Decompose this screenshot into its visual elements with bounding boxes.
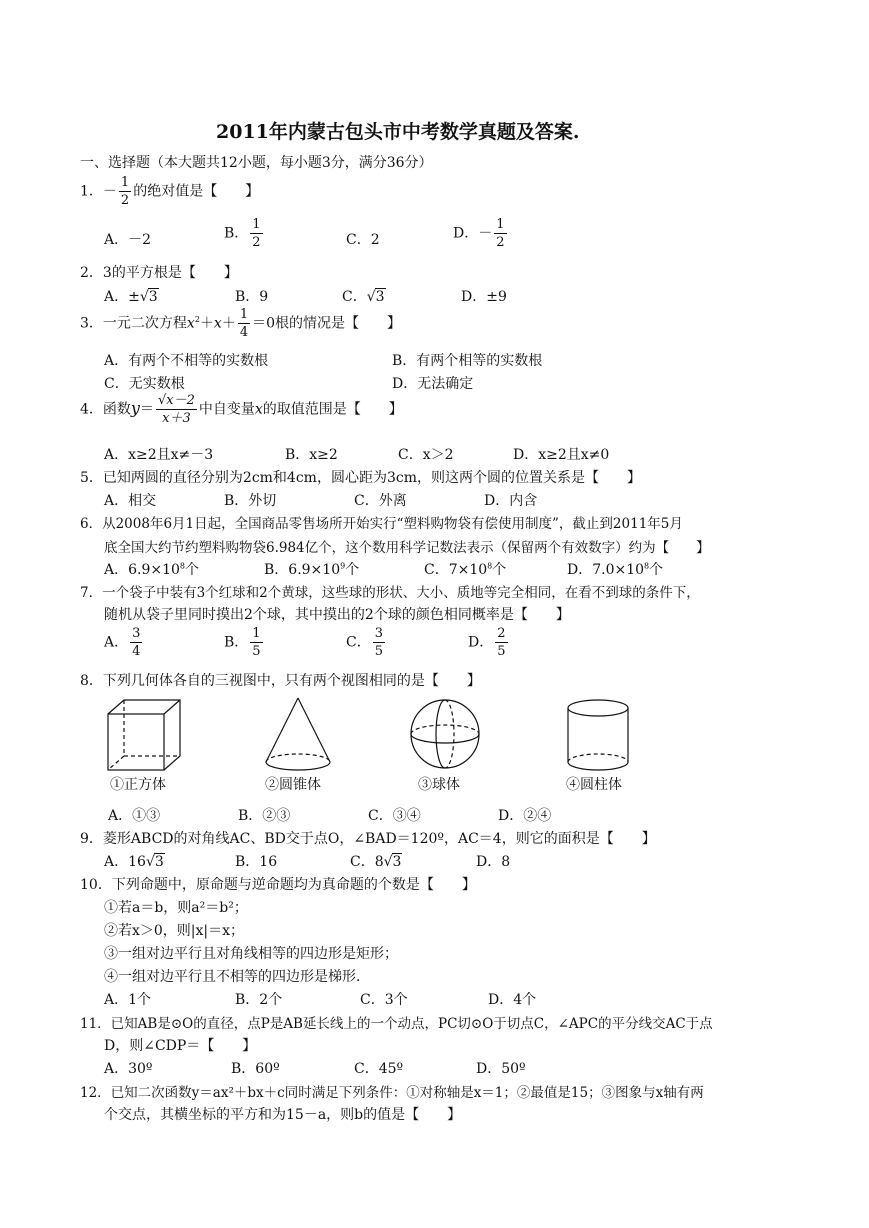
q1-d-fraction — [494, 218, 506, 249]
q1-b-den: 2 — [252, 235, 261, 250]
q6-c-text: C．7×10 — [424, 562, 488, 578]
q9-c-sqrt: √3 — [383, 854, 402, 870]
q4-var-y: y — [130, 398, 140, 418]
q1-fraction — [119, 176, 131, 207]
question-11-line-2: D，则∠CDP＝【 】 — [104, 1038, 257, 1054]
q10-item-2: ②若x＞0，则|x|＝x； — [104, 923, 245, 939]
q4-den: x＋3 — [162, 411, 191, 426]
question-9: 9．菱形ABCD的对角线AC、BD交于点O，∠BAD＝120º，AC＝4，则它的面积是【 】 — [80, 831, 656, 847]
cylinder-figure — [568, 700, 628, 770]
q3-num: 1 — [239, 307, 249, 322]
q4-fraction — [156, 394, 197, 425]
q7-c-fraction — [373, 627, 385, 658]
q8-option-d: D．②④ — [498, 808, 552, 824]
q7-a-den: 4 — [132, 644, 141, 659]
q8-option-a: A．①③ — [108, 808, 161, 824]
q7-c-prefix: C． — [346, 634, 371, 651]
q2-c-sqrt: √3 — [366, 289, 385, 305]
q6-option-d — [567, 559, 663, 579]
q4-var-x: x — [254, 401, 263, 418]
q7-a-num: 3 — [132, 626, 141, 641]
q11-option-a: A．30º — [104, 1061, 153, 1077]
q11-option-b: B．60º — [231, 1061, 280, 1077]
q1-option-a: A．－2 — [104, 232, 152, 248]
fig-label-cube: ①正方体 — [110, 777, 166, 793]
q2-c-radicand: 3 — [375, 289, 385, 305]
q4-suffix: 的取值范围是【 】 — [262, 401, 403, 418]
q7-c-den: 5 — [374, 644, 383, 659]
q4-equals: ＝ — [139, 401, 154, 418]
question-7-line-2: 随机从袋子里同时摸出2个球，其中摸出的2个球的颜色相同概率是【 】 — [104, 607, 570, 623]
q7-c-num: 3 — [374, 626, 383, 641]
q7-option-a — [104, 627, 144, 658]
q8-option-b: B．②③ — [238, 808, 291, 824]
q9-a-sqrt: √3 — [145, 854, 164, 870]
fig-label-cone: ②圆锥体 — [265, 777, 321, 793]
q3-var-x2: x — [213, 315, 222, 332]
q9-a-prefix: A．16 — [104, 854, 146, 870]
q9-a-radicand: 3 — [154, 854, 164, 870]
q3-plus-2: ＋ — [221, 315, 236, 332]
q1-suffix: 的绝对值是【 】 — [133, 183, 260, 200]
q10-item-3: ③一组对边平行且对角线相等的四边形是矩形； — [104, 946, 398, 962]
q9-option-c — [350, 851, 402, 871]
q5-option-a: A．相交 — [104, 493, 157, 509]
q2-c-prefix: C． — [342, 289, 367, 305]
q3-prefix: 3．一元二次方程 — [80, 315, 187, 332]
q7-d-den: 5 — [497, 644, 506, 659]
q10-item-4: ④一组对边平行且不相等的四边形是梯形． — [104, 969, 370, 985]
q6-d-unit: 个 — [649, 562, 664, 578]
q3-plus-1: ＋ — [199, 315, 214, 332]
q1-option-d — [453, 218, 509, 249]
question-6-line-1: 6．从2008年6月1日起，全国商品零售场所开始实行“塑料购物袋有偿使用制度”，截止到2011年5月 — [80, 516, 683, 532]
q7-option-c — [346, 627, 387, 658]
q8-option-c: C．③④ — [368, 808, 421, 824]
question-10: 10．下列命题中，原命题与逆命题均为真命题的个数是【 】 — [80, 877, 476, 893]
q9-option-a — [104, 851, 165, 871]
q6-d-exp: 8 — [644, 561, 650, 571]
q5-option-b: B．外切 — [224, 493, 277, 509]
q7-b-prefix: B． — [224, 634, 249, 651]
q9-option-d: D．8 — [476, 854, 511, 870]
q7-b-den: 5 — [252, 644, 261, 659]
q7-a-fraction — [130, 627, 142, 658]
q2-option-b: B．9 — [235, 289, 269, 305]
q7-a-prefix: A． — [104, 634, 129, 651]
q3-option-d: D．无法确定 — [392, 376, 474, 392]
q10-option-c: C．3个 — [360, 992, 408, 1008]
q3-option-c: C．无实数根 — [104, 376, 185, 392]
q6-option-c — [424, 559, 506, 579]
question-2: 2．3的平方根是【 】 — [80, 265, 238, 281]
q6-a-unit: 个 — [185, 562, 200, 578]
q7-option-b — [224, 627, 265, 658]
q10-option-a: A．1个 — [104, 992, 152, 1008]
question-12-line-2: 个交点，其横坐标的平方和为15－a，则b的值是【 】 — [104, 1107, 462, 1123]
q1-d-den: 2 — [496, 235, 505, 250]
cone-figure — [266, 698, 330, 770]
q2-option-a — [104, 286, 159, 306]
q6-b-text: B．6.9×10 — [264, 562, 341, 578]
q4-mid: 中自变量 — [198, 401, 255, 418]
q6-b-unit: 个 — [345, 562, 360, 578]
q6-c-unit: 个 — [492, 562, 507, 578]
q6-a-text: A．6.9×10 — [104, 562, 180, 578]
q9-option-b: B．16 — [235, 854, 278, 870]
q3-var-x: x — [186, 315, 195, 332]
cube-figure — [108, 700, 180, 770]
q6-a-exp: 8 — [179, 561, 186, 571]
q6-option-b — [264, 559, 359, 579]
q5-option-d: D．内含 — [484, 493, 538, 509]
q1-b-prefix: B． — [224, 225, 249, 242]
q1-option-b — [224, 218, 265, 249]
q4-prefix: 4．函数 — [80, 401, 131, 418]
q7-d-prefix: D． — [468, 634, 494, 651]
q5-option-c: C．外离 — [354, 493, 407, 509]
sphere-figure — [411, 700, 479, 768]
q3-option-a: A．有两个不相等的实数根 — [104, 353, 269, 369]
q11-option-c: C．45º — [354, 1061, 404, 1077]
q1-option-c: C．2 — [346, 232, 380, 248]
q7-d-fraction — [495, 627, 507, 658]
question-7-line-1: 7．一个袋子中装有3个红球和2个黄球，这些球的形状、大小、质地等完全相同，在看不到球的条件下， — [80, 585, 700, 601]
q1-prefix: 1．－ — [80, 183, 117, 200]
q9-c-prefix: C．8 — [350, 854, 384, 870]
q4-num-radicand: x－2 — [166, 393, 195, 408]
question-5: 5．已知两圆的直径分别为2cm和4cm，圆心距为3cm，则这两个圆的位置关系是【 】 — [80, 470, 641, 486]
q6-d-text: D．7.0×10 — [567, 562, 645, 578]
q4-option-c: C．x＞2 — [398, 447, 454, 463]
q1-d-num: 1 — [496, 217, 505, 232]
q4-option-a: A．x≥2且x≠－3 — [104, 447, 214, 463]
q2-a-sqrt: √3 — [139, 289, 158, 305]
question-11-line-1: 11．已知AB是⊙O的直径，点P是AB延长线上的一个动点，PC切⊙O于切点C，∠APC的平分线交AC于点 — [80, 1016, 713, 1032]
q4-num: √x－2 — [157, 393, 195, 408]
q9-c-radicand: 3 — [392, 854, 402, 870]
q7-b-fraction — [250, 627, 262, 658]
q1-den: 2 — [120, 193, 130, 208]
q1-b-fraction — [250, 218, 262, 249]
question-8: 8．下列几何体各自的三视图中，只有两个视图相同的是【 】 — [80, 673, 481, 689]
q7-d-num: 2 — [497, 626, 506, 641]
q4-option-b: B．x≥2 — [285, 447, 338, 463]
q1-d-prefix: D．－ — [453, 225, 493, 242]
q10-option-b: B．2个 — [235, 992, 283, 1008]
fig-label-cylinder: ④圆柱体 — [566, 777, 622, 793]
q2-a-radicand: 3 — [148, 289, 158, 305]
q3-option-b: B．有两个相等的实数根 — [392, 353, 543, 369]
fig-label-sphere: ③球体 — [418, 777, 460, 793]
question-3 — [80, 308, 401, 339]
q2-option-c — [342, 286, 386, 306]
q10-option-d: D．4个 — [488, 992, 537, 1008]
page-title: 2011年内蒙古包头市中考数学真题及答案. — [216, 121, 580, 143]
q3-square: 2 — [194, 314, 200, 324]
q4-option-d: D．x≥2且x≠0 — [513, 447, 610, 463]
q6-c-exp: 8 — [487, 561, 493, 571]
q6-option-a — [104, 559, 199, 579]
q3-fraction — [238, 308, 250, 339]
question-4 — [80, 394, 403, 425]
q10-item-1: ①若a＝b，则a²＝b²； — [104, 900, 248, 916]
section-heading: 一、选择题（本大题共12小题，每小题3分，满分36分） — [80, 155, 433, 171]
question-12-line-1: 12．已知二次函数y＝ax²＋bx＋c同时满足下列条件：①对称轴是x＝1；②最值是15；③图象与x轴有两 — [80, 1085, 704, 1101]
question-6-line-2: 底全国大约节约塑料购物袋6.984亿个，这个数用科学记数法表示（保留两个有效数字）约为【 】 — [104, 540, 710, 556]
q1-b-num: 1 — [252, 217, 261, 232]
question-1 — [80, 176, 259, 207]
q2-a-prefix: A．± — [104, 289, 140, 305]
q7-option-d — [468, 627, 510, 658]
q6-b-exp: 9 — [340, 561, 346, 571]
q1-num: 1 — [120, 175, 130, 190]
q11-option-d: D．50º — [476, 1061, 526, 1077]
q7-b-num: 1 — [252, 626, 261, 641]
q3-den: 4 — [239, 325, 249, 340]
q3-suffix: ＝0根的情况是【 】 — [252, 315, 402, 332]
q2-option-d: D．±9 — [461, 289, 507, 305]
